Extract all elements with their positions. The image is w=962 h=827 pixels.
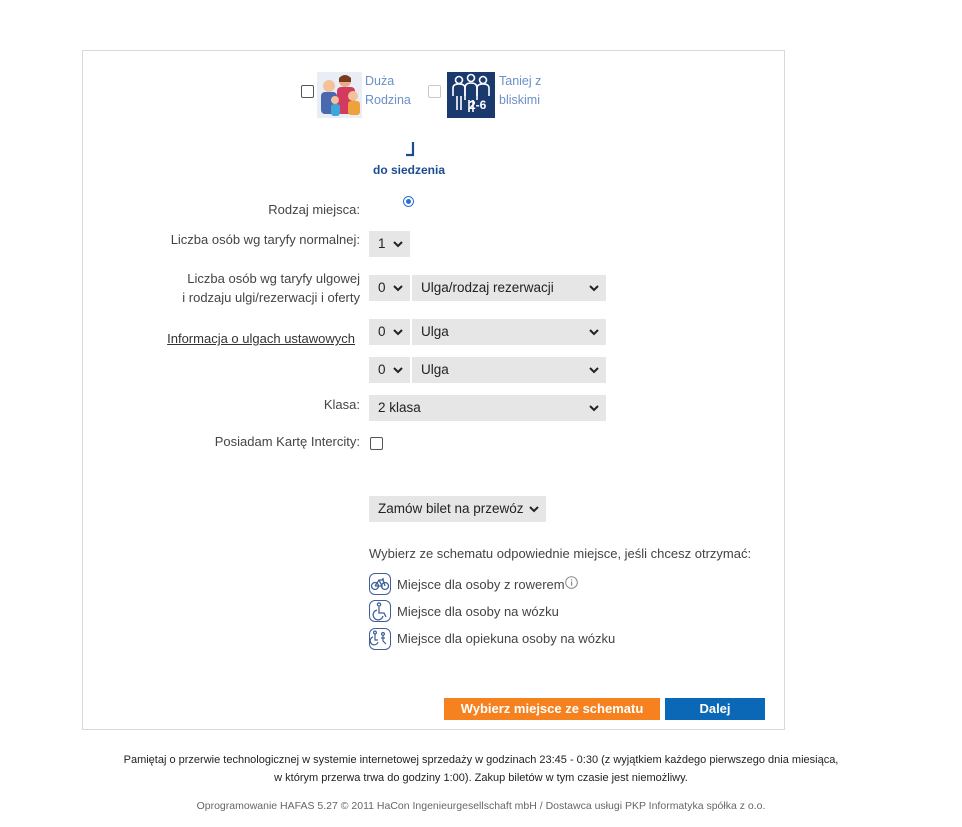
reduced-fare-type-value-3: Ulga [421, 362, 449, 377]
maintenance-notice [0, 751, 962, 787]
chevron-down-icon [588, 275, 600, 301]
maintenance-notice-line1: Pamiętaj o przerwie technologicznej w systemie internetowej sprzedaży w godzinach 23:45 - 0:30 (z wyjątkiem każdego pierwszego dnia miesiąca, [123, 754, 839, 766]
chevron-down-icon [588, 319, 600, 345]
class-value: 2 klasa [378, 400, 421, 415]
booking-options-panel [82, 50, 785, 730]
reduced-fare-label-line1: Liczba osób wg taryfy ulgowej [187, 271, 360, 286]
wheelchair-seat-label: Miejsce dla osoby na wózku [397, 604, 559, 619]
chevron-down-icon [392, 231, 404, 257]
seat-schema-intro: Wybierz ze schematu odpowiednie miejsce, jeśli chcesz otrzymać: [369, 546, 752, 561]
maintenance-notice-line2: w którym przerwa trwa do godziny 1:00). Zakup biletów w tym czasie jest niemożliwy. [274, 772, 688, 784]
chevron-down-icon [588, 357, 600, 383]
cheaper-with-family-checkbox[interactable] [428, 85, 441, 98]
copyright-text: Oprogramowanie HAFAS 5.27 © 2011 HaCon Ingenieurgesellschaft mbH / Dostawca usługi PKP Informatyka spółka z o.o. [196, 800, 766, 812]
normal-fare-count-value: 1 [378, 236, 386, 251]
cheaper-with-family-label-line2: bliskimi [499, 93, 540, 107]
reduced-fare-count-select-1[interactable] [369, 275, 410, 301]
reduced-fare-count-select-3[interactable] [369, 357, 410, 383]
carriage-ticket-value: Zamów bilet na przewóz [378, 501, 524, 516]
seat-type-radio[interactable] [403, 196, 414, 207]
reduced-fare-label-line2: i rodzaju ulgi/rezerwacji i oferty [182, 290, 360, 305]
reduced-fare-type-select-2[interactable] [412, 319, 606, 345]
reduced-fare-type-select-1[interactable] [412, 275, 606, 301]
class-label: Klasa: [323, 397, 360, 412]
reduced-fare-info-link[interactable]: Informacja o ulgach ustawowych [167, 331, 355, 346]
caregiver-seat-label: Miejsce dla opiekuna osoby na wózku [397, 631, 616, 646]
cheaper-with-family-badge: 2-6 [469, 98, 487, 112]
reduced-fare-count-value-2: 0 [378, 324, 386, 339]
large-family-label[interactable] [365, 72, 411, 110]
reduced-fare-count-value-3: 0 [378, 362, 386, 377]
seat-option-label: do siedzenia [373, 163, 446, 177]
large-family-image [317, 72, 362, 118]
next-button[interactable]: Dalej [665, 698, 765, 720]
cheaper-with-family-label-line1: Taniej z [499, 74, 542, 88]
large-family-label-line2: Rodzina [365, 93, 411, 107]
choose-seat-button[interactable]: Wybierz miejsce ze schematu [444, 698, 660, 720]
reduced-fare-label [182, 269, 360, 307]
reduced-fare-type-select-3[interactable] [412, 357, 606, 383]
cheaper-with-family-label[interactable] [499, 72, 541, 110]
class-select[interactable] [369, 395, 606, 421]
reduced-fare-type-value-1: Ulga/rodzaj rezerwacji [421, 280, 554, 295]
wheelchair-icon [369, 600, 391, 622]
normal-fare-count-select[interactable] [369, 231, 410, 257]
reduced-fare-count-select-2[interactable] [369, 319, 410, 345]
chevron-down-icon [588, 395, 600, 421]
reduced-fare-type-value-2: Ulga [421, 324, 449, 339]
cheaper-with-family-icon [447, 72, 495, 118]
intercity-card-checkbox[interactable] [370, 437, 383, 450]
reduced-fare-count-value-1: 0 [378, 280, 386, 295]
chevron-down-icon [528, 496, 540, 522]
large-family-label-line1: Duża [365, 74, 395, 88]
chevron-down-icon [392, 275, 404, 301]
seat-type-label: Rodzaj miejsca: [268, 202, 360, 217]
large-family-checkbox[interactable] [301, 85, 314, 98]
bicycle-seat-label: Miejsce dla osoby z rowerem [397, 577, 565, 592]
bicycle-icon [369, 573, 391, 595]
info-icon[interactable] [565, 576, 578, 589]
carriage-ticket-select[interactable] [369, 496, 546, 522]
normal-fare-label: Liczba osób wg taryfy normalnej: [170, 232, 360, 247]
seat-icon [402, 140, 418, 158]
chevron-down-icon [392, 357, 404, 383]
chevron-down-icon [392, 319, 404, 345]
intercity-card-label: Posiadam Kartę Intercity: [214, 434, 360, 449]
caregiver-icon [369, 628, 391, 650]
